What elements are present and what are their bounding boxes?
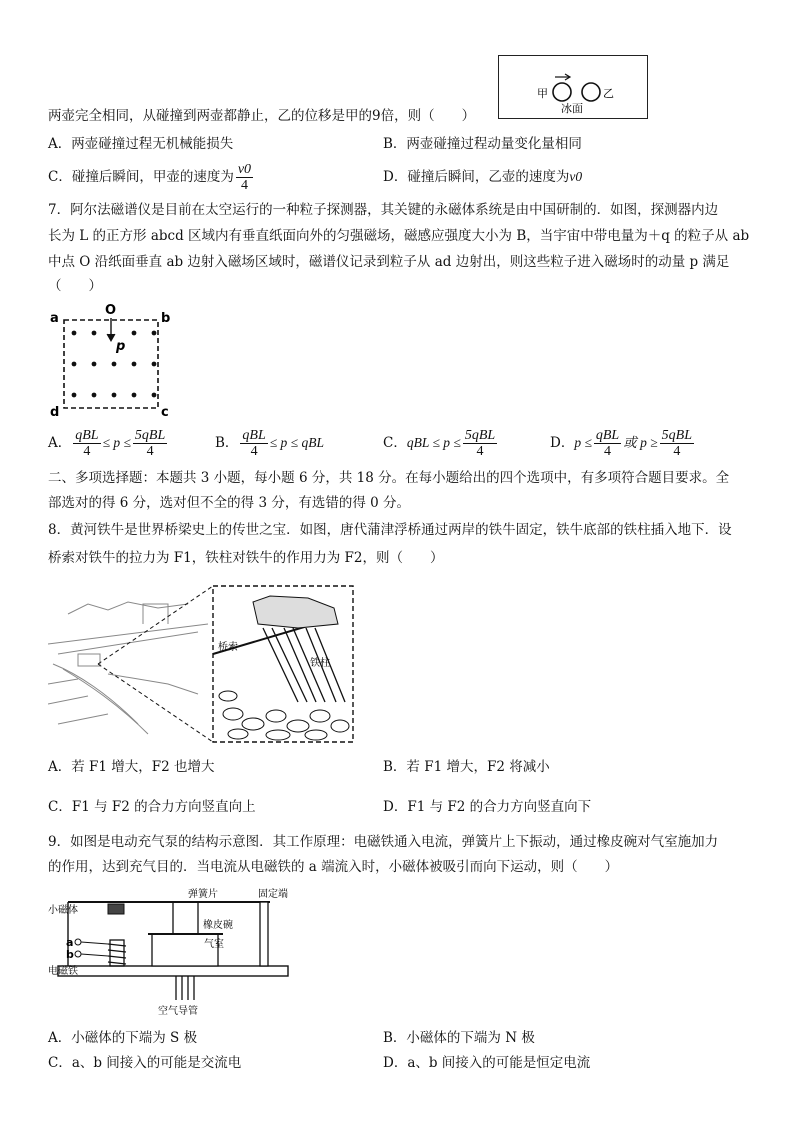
- q6-intro: 两壶完全相同，从碰撞到两壶都静止，乙的位移是甲的9倍，则（ ）: [48, 108, 476, 124]
- fixed-label: 固定端: [258, 889, 288, 900]
- momentum-arrow-head: [107, 334, 115, 341]
- small-magnet-label: 小磁体: [48, 905, 78, 916]
- q8-line-2: 桥索对铁牛的拉力为 F1，铁柱对铁牛的作用力为 F2，则（ ）: [48, 550, 444, 566]
- fraction: [240, 428, 267, 459]
- frac-den: 4: [83, 444, 91, 459]
- q9-line-1: 9．如图是电动充气泵的结构示意图．其工作原理：电磁铁通入电流，弹簧片上下振动，通过橡皮碗对气室施加力: [48, 834, 719, 850]
- electromagnet-label: 电磁铁: [48, 966, 78, 977]
- wire: [81, 942, 108, 944]
- q6-option-d-text: D．碰撞后瞬间，乙壶的速度为: [383, 169, 570, 185]
- air-pump-figure: [48, 886, 298, 1018]
- inequality: ≤ p ≤: [102, 435, 131, 450]
- q6-option-d: [383, 167, 582, 187]
- corner-d: d: [50, 405, 60, 420]
- fraction: [660, 428, 694, 459]
- q8-option-b: B．若 F1 增大，F2 将减小: [383, 759, 550, 775]
- section2-line-2: 部选对的得 6 分，选对但不全的得 3 分，有选错的得 0 分。: [48, 495, 411, 511]
- q6-option-c: [48, 160, 255, 194]
- electromagnet-coil: [108, 940, 126, 966]
- q9-option-c: C．a、b 间接入的可能是交流电: [48, 1055, 242, 1071]
- corner-b: b: [161, 311, 171, 326]
- terminal-a: [75, 939, 81, 945]
- rubber-bowl-stem: [173, 902, 198, 934]
- option-label: D．: [550, 435, 575, 451]
- q7-option-a: [48, 423, 169, 463]
- bridge-scene-sketch: [48, 602, 208, 734]
- corner-c: c: [161, 405, 169, 420]
- terminal-b: [75, 951, 81, 957]
- spring-label: 弹簧片: [188, 889, 218, 900]
- frac-num: 5qBL: [464, 428, 496, 443]
- curling-label-ice: 冰面: [561, 102, 583, 115]
- q8-option-a: A．若 F1 增大，F2 也增大: [48, 759, 215, 775]
- curling-label-yi: 乙: [603, 87, 614, 100]
- chamber-label: 气室: [204, 939, 224, 950]
- frac-den: 4: [146, 444, 154, 459]
- frac-den: 4: [604, 444, 612, 459]
- frac-num: v0: [237, 162, 252, 177]
- frac-num: qBL: [242, 428, 266, 443]
- inequality: p ≤: [574, 435, 592, 450]
- fixed-post: [260, 902, 268, 966]
- connector-line: [98, 586, 213, 664]
- frac-den: 4: [240, 178, 248, 193]
- tube-label: 空气导管: [158, 1006, 198, 1017]
- fraction: [133, 428, 167, 459]
- q9-option-d: D．a、b 间接入的可能是恒定电流: [383, 1055, 591, 1071]
- section2-line-1: 二、多项选择题：本题共 3 小题，每小题 6 分，共 18 分。在每小题给出的四个选项中，有多项符合题目要求。全: [48, 470, 730, 486]
- q7-line-3: 中点 O 沿纸面垂直 ab 边射入磁场区域时，磁谱仪记录到粒子从 ad 边射出，则这些粒子进入磁场时的动量 p 满足: [48, 254, 730, 270]
- inequality: ≤ p ≤ qBL: [269, 435, 324, 450]
- small-magnet: [108, 904, 124, 914]
- pump-base: [58, 966, 288, 976]
- wire: [81, 954, 108, 956]
- iron-ox: [253, 596, 338, 628]
- option-label: A．: [48, 435, 72, 451]
- q7-line-2: 长为 L 的正方形 abcd 区域内有垂直纸面向外的匀强磁场，磁感应强度大小为 B，当宇宙中带电量为＋q 的粒子从 ab: [48, 228, 750, 244]
- point-o: O: [105, 303, 117, 318]
- option-label: C．: [383, 435, 407, 451]
- pillar-label: 铁柱: [310, 658, 330, 669]
- frac-den: 4: [250, 444, 258, 459]
- q6-option-d-value: v0: [569, 169, 583, 184]
- curling-figure: [498, 55, 648, 119]
- option-label: B．: [215, 435, 239, 451]
- fraction: [463, 428, 497, 459]
- magnetic-field-figure: [46, 298, 186, 420]
- stones: [219, 691, 349, 740]
- inequality: 或 p ≥: [623, 435, 658, 450]
- q9-option-a: A．小磁体的下端为 S 极: [48, 1030, 198, 1046]
- q8-line-1: 8．黄河铁牛是世界桥梁史上的传世之宝．如图，唐代蒲津浮桥通过两岸的铁牛固定，铁牛底部的铁柱插入地下．设: [48, 522, 732, 538]
- q9-option-b: B．小磁体的下端为 N 极: [383, 1030, 535, 1046]
- q7-line-1: 7．阿尔法磁谱仪是目前在太空运行的一种粒子探测器，其关键的永磁体系统是由中国研制的．如图，探测器内边: [48, 202, 719, 218]
- fraction: [73, 428, 100, 459]
- cable-label: 桥索: [218, 642, 238, 653]
- frac-den: 4: [673, 444, 681, 459]
- momentum-label: p: [116, 339, 126, 354]
- curling-stone-yi: [582, 83, 600, 101]
- q7-line-4: （ ）: [48, 278, 102, 294]
- rubber-bowl-label: 橡皮碗: [203, 920, 233, 931]
- corner-a: a: [50, 311, 59, 326]
- q9-line-2: 的作用，达到充气目的．当电流从电磁铁的 a 端流入时，小磁体被吸引而向下运动，则（ ）: [48, 859, 619, 875]
- q7-option-d: [550, 423, 696, 463]
- frac-den: 4: [476, 444, 484, 459]
- q6-option-c-text: C．碰撞后瞬间，甲壶的速度为: [48, 169, 234, 185]
- air-tubes: [176, 976, 194, 1000]
- q7-option-c: [383, 423, 499, 463]
- frac-num: 5qBL: [661, 428, 692, 443]
- iron-pillars: [263, 628, 345, 702]
- frac-num: 5qBL: [134, 428, 166, 443]
- q8-option-c: C．F1 与 F2 的合力方向竖直向上: [48, 799, 256, 815]
- q8-option-d: D．F1 与 F2 的合力方向竖直向下: [383, 799, 592, 815]
- fraction: [594, 428, 621, 459]
- frac-num: qBL: [75, 428, 99, 443]
- terminal-a-label: a: [66, 936, 74, 949]
- curling-label-jia: 甲: [537, 87, 548, 100]
- q6-option-a: A．两壶碰撞过程无机械能损失: [48, 136, 234, 152]
- frac-num: qBL: [595, 428, 620, 443]
- iron-ox-figure: [48, 584, 358, 744]
- inequality: qBL ≤ p ≤: [406, 435, 461, 450]
- field-dots: [72, 331, 157, 398]
- q6-option-b: B．两壶碰撞过程动量变化量相同: [383, 136, 582, 152]
- curling-stone-jia: [553, 83, 571, 101]
- curling-figure-svg: [499, 56, 647, 118]
- terminal-b-label: b: [66, 948, 74, 961]
- q6-option-c-fraction: [236, 162, 253, 193]
- q7-option-b: [215, 423, 324, 463]
